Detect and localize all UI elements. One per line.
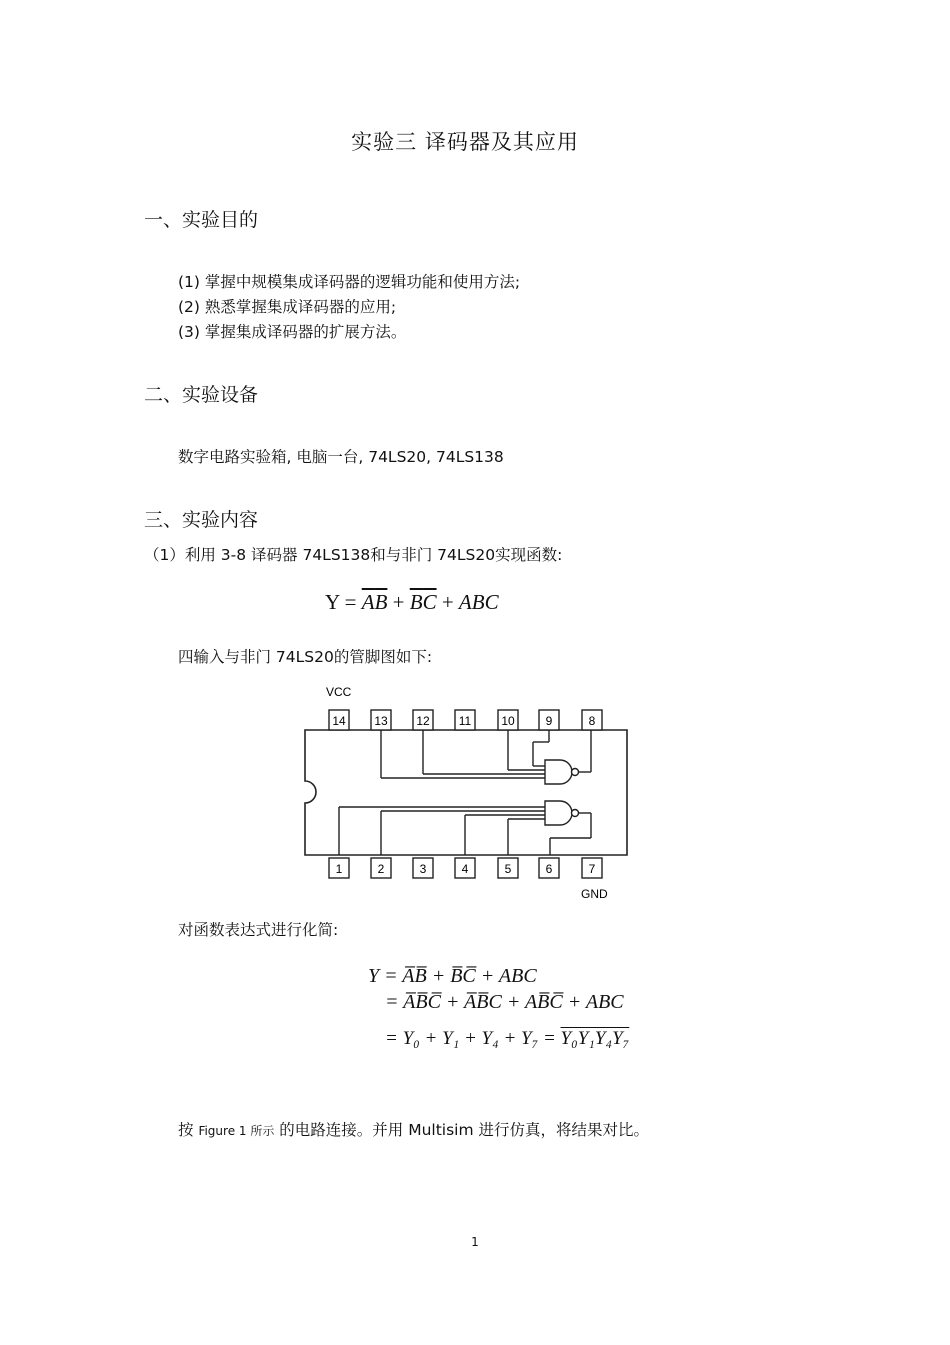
pin-label: 10 <box>501 714 515 728</box>
pin-label: 2 <box>377 862 385 876</box>
formula-c-bar: $\overline{C}$ <box>422 590 437 614</box>
figure-reference: Figure 1 所示 <box>198 1124 275 1138</box>
vcc-label <box>326 685 352 699</box>
pin-1 <box>329 858 349 878</box>
pin-5 <box>498 858 518 878</box>
pin-6 <box>539 858 559 878</box>
simplification-caption: 对函数表达式进行化简: <box>178 921 339 939</box>
pin-label: 7 <box>588 862 596 876</box>
formula-a-bar: $\overline{A}$ <box>361 590 375 614</box>
pin-3 <box>413 858 433 878</box>
pin-2 <box>371 858 391 878</box>
pin-diagram-caption: 四输入与非门 74LS20的管脚图如下: <box>178 648 433 666</box>
formula-plus-2: + <box>436 590 459 614</box>
pin-4 <box>455 858 475 878</box>
pin-label: 3 <box>419 862 427 876</box>
closing-post: 的电路连接。并用 Multisim 进行仿真，将结果对比。 <box>274 1121 649 1139</box>
pin-label: 9 <box>545 714 553 728</box>
pin-label: 4 <box>461 862 469 876</box>
formula-plus-1: + <box>387 590 410 614</box>
section-heading-objectives: 一、实验目的 <box>144 209 259 231</box>
formula-abc: ABC <box>458 590 499 614</box>
pin-label: 12 <box>416 714 430 728</box>
task-description: （1）利用 3-8 译码器 74LS138和与非门 74LS20实现函数: <box>144 546 563 564</box>
pin-label: 8 <box>588 714 596 728</box>
closing-pre: 按 <box>178 1121 199 1139</box>
page-title: 实验三 译码器及其应用 <box>351 130 579 154</box>
bottom-pin-row <box>329 858 602 878</box>
objective-item-1: (1) 掌握中规模集成译码器的逻辑功能和使用方法; <box>178 273 521 291</box>
section-heading-content: 三、实验内容 <box>144 509 259 531</box>
pin-12 <box>413 710 433 730</box>
equipment-text: 数字电路实验箱, 电脑一台, 74LS20, 74LS138 <box>178 448 504 466</box>
closing-paragraph <box>178 1118 649 1140</box>
main-formula <box>325 590 499 615</box>
simplification-line-3 <box>385 1028 629 1050</box>
page-number: 1 <box>471 1235 479 1249</box>
objective-item-2: (2) 熟悉掌握集成译码器的应用; <box>178 298 397 316</box>
pin-10 <box>498 710 518 730</box>
objective-item-3: (3) 掌握集成译码器的扩展方法。 <box>178 323 407 341</box>
vcc-label-text: VCC <box>326 685 352 699</box>
gnd-label-text: GND <box>581 887 608 901</box>
pin-label: 14 <box>332 714 346 728</box>
pin-9 <box>539 710 559 730</box>
pin-label: 6 <box>545 862 553 876</box>
pin-7 <box>582 858 602 878</box>
pin-14 <box>329 710 349 730</box>
ls20-pinout-diagram <box>295 680 645 905</box>
section-heading-equipment: 二、实验设备 <box>144 384 259 406</box>
chip-body <box>305 730 627 855</box>
formula-b-bar: $\overline{B}$ <box>374 590 388 614</box>
pin-label: 5 <box>504 862 512 876</box>
simplification-line-3-overbar: Y₀Y₁Y₄Y₇ <box>560 1028 630 1049</box>
pin-13 <box>371 710 391 730</box>
pin-label: 13 <box>374 714 388 728</box>
top-pin-row <box>329 710 602 730</box>
pin-label: 1 <box>335 862 343 876</box>
formula-b-bar-2: $\overline{B}$ <box>409 590 423 614</box>
pin-label: 11 <box>458 714 472 728</box>
simplification-line-1: Y = A̅B̅ + B̅C̅ + ABC <box>368 965 537 987</box>
gnd-label <box>581 887 608 901</box>
simplification-line-3-left: = Y₀ + Y₁ + Y₄ + Y₇ = <box>385 1028 561 1049</box>
pin-11 <box>455 710 475 730</box>
simplification-line-2: = A̅B̅C̅ + A̅B̅C + AB̅C̅ + ABC <box>385 991 624 1013</box>
pin-8 <box>582 710 602 730</box>
formula-y: Y = <box>325 590 362 614</box>
